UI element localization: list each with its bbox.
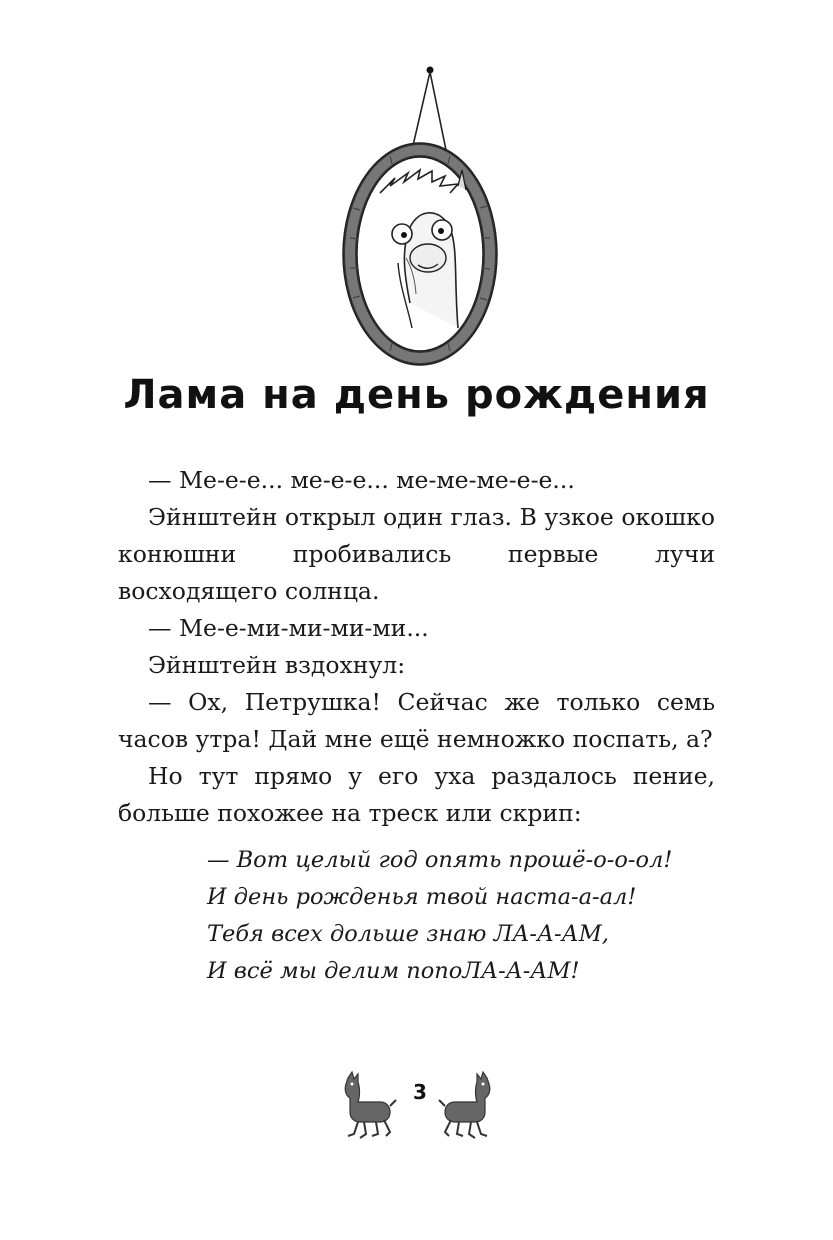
llama-doodle-icon: [435, 1070, 505, 1140]
paragraph: Но тут прямо у его уха раздалось пение, больше похожее на треск или скрип:: [118, 762, 715, 827]
paragraph: Эйнштейн открыл один глаз. В узкое окошко конюшни пробивались первые лучи восходящего солнца.: [118, 503, 715, 605]
paragraph: — Ме-е-е... ме-е-е... ме-ме-ме-е-е...: [148, 466, 575, 494]
paragraph: — Ме-е-ми-ми-ми-ми...: [148, 614, 429, 642]
body-text: [118, 462, 715, 832]
paragraph: Эйнштейн вздохнул:: [148, 651, 406, 679]
verse-line: И всё мы делим попоЛА-А-АМ!: [207, 958, 580, 984]
verse-line: Тебя всех дольше знаю ЛА-А-АМ,: [207, 921, 609, 947]
paragraph: — Ох, Петрушка! Сейчас же только семь часов утра! Дай мне ещё немножко поспать, а?: [118, 688, 715, 753]
llama-doodle-icon: [330, 1070, 400, 1140]
verse-line: — Вот целый год опять прошё-о-о-ол!: [207, 847, 673, 873]
chapter-title: Лама на день рождения: [123, 372, 710, 418]
page-number: 3: [413, 1080, 427, 1104]
llama-portrait-illustration: [320, 58, 520, 368]
verse-line: И день рожденья твой наста-а-ал!: [207, 884, 637, 910]
page-footer: [330, 1070, 505, 1140]
song-verse: [207, 842, 727, 990]
